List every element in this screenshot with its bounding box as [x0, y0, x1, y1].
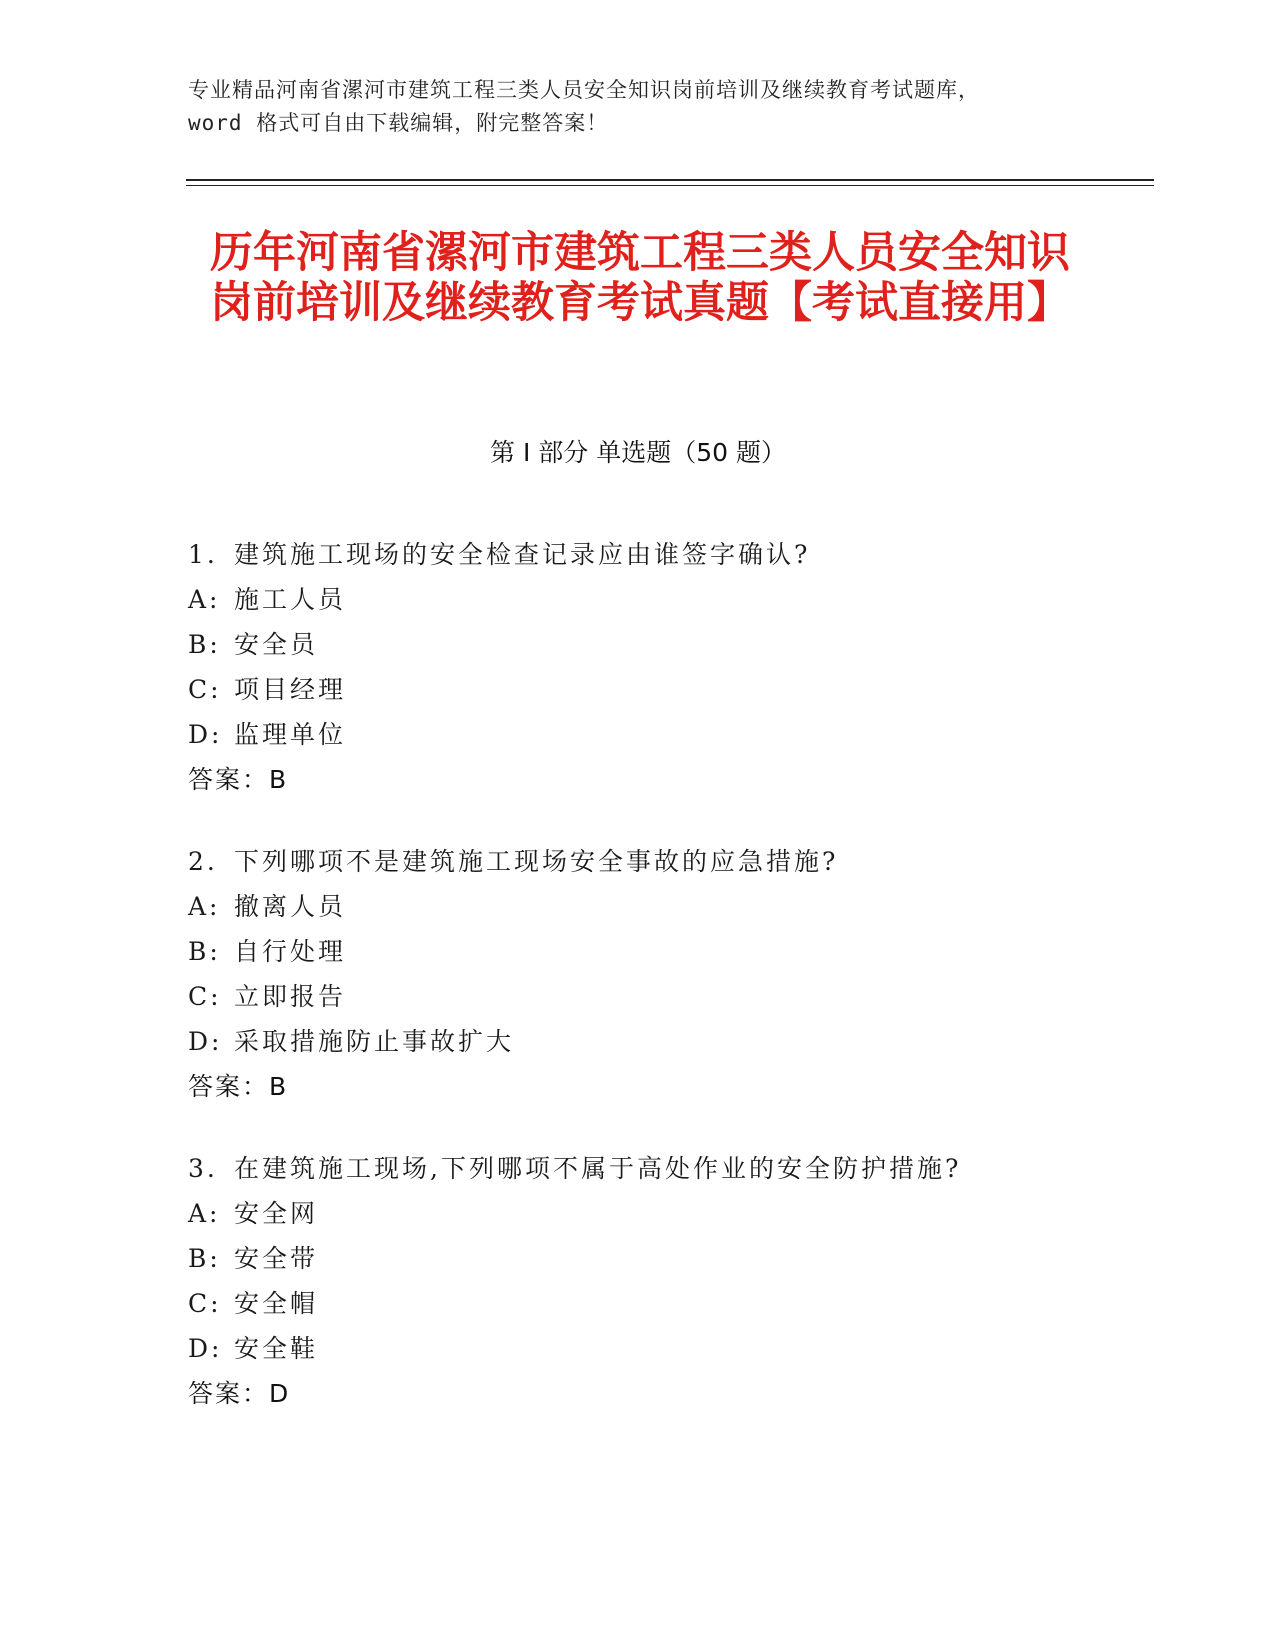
- question-list: [188, 532, 1088, 1453]
- option-text: 立即报告: [234, 982, 347, 1011]
- option-text: 监理单位: [234, 720, 347, 749]
- option-c: [188, 667, 1088, 712]
- option-label: B:: [188, 937, 221, 966]
- option-label: B:: [188, 1244, 221, 1273]
- question-stem: [188, 532, 1088, 577]
- option-label: D:: [188, 1334, 223, 1363]
- option-label: B:: [188, 630, 221, 659]
- option-text: 撤离人员: [234, 892, 347, 921]
- option-text: 施工人员: [234, 585, 347, 614]
- option-d: [188, 712, 1088, 757]
- header-note-line-2: word 格式可自由下载编辑，附完整答案！: [188, 111, 609, 135]
- option-a: [188, 577, 1088, 622]
- option-d: [188, 1326, 1088, 1371]
- option-c: [188, 974, 1088, 1019]
- option-text: 安全鞋: [234, 1334, 319, 1363]
- question-item: [188, 839, 1088, 1109]
- option-label: C:: [188, 982, 222, 1011]
- option-text: 自行处理: [234, 937, 347, 966]
- question-item: [188, 532, 1088, 802]
- option-text: 安全帽: [234, 1289, 319, 1318]
- question-stem: [188, 1146, 1088, 1191]
- header-note: [188, 74, 1088, 140]
- option-b: [188, 1236, 1088, 1281]
- question-number: 2.: [188, 847, 218, 876]
- option-c: [188, 1281, 1088, 1326]
- header-divider-thin: [186, 185, 1154, 186]
- document-title: 历年河南省漯河市建筑工程三类人员安全知识岗前培训及继续教育考试真题【考试直接用】: [210, 228, 1070, 328]
- answer-key: 答案：D: [188, 1379, 291, 1408]
- header-divider-thick: [186, 179, 1154, 181]
- section-heading: 第 I 部分 单选题（50 题）: [490, 438, 786, 467]
- question-text: 在建筑施工现场,下列哪项不属于高处作业的安全防护措施?: [234, 1154, 962, 1183]
- option-text: 安全带: [234, 1244, 319, 1273]
- question-text: 下列哪项不是建筑施工现场安全事故的应急措施?: [234, 847, 839, 876]
- option-label: A:: [188, 585, 221, 614]
- question-stem: [188, 839, 1088, 884]
- option-label: D:: [188, 1027, 223, 1056]
- option-text: 采取措施防止事故扩大: [234, 1027, 515, 1056]
- question-number: 3.: [188, 1154, 218, 1183]
- option-label: D:: [188, 720, 223, 749]
- question-item: [188, 1146, 1088, 1416]
- answer-key: 答案：B: [188, 765, 289, 794]
- option-text: 安全网: [234, 1199, 319, 1228]
- option-a: [188, 884, 1088, 929]
- option-text: 安全员: [234, 630, 319, 659]
- option-d: [188, 1019, 1088, 1064]
- option-text: 项目经理: [234, 675, 347, 704]
- question-number: 1.: [188, 540, 218, 569]
- option-label: C:: [188, 675, 222, 704]
- header-note-line-1: 专业精品河南省漯河市建筑工程三类人员安全知识岗前培训及继续教育考试题库，: [188, 78, 980, 102]
- option-a: [188, 1191, 1088, 1236]
- question-text: 建筑施工现场的安全检查记录应由谁签字确认?: [234, 540, 811, 569]
- option-label: A:: [188, 892, 221, 921]
- answer-key: 答案：B: [188, 1072, 289, 1101]
- option-label: A:: [188, 1199, 221, 1228]
- option-b: [188, 929, 1088, 974]
- option-b: [188, 622, 1088, 667]
- option-label: C:: [188, 1289, 222, 1318]
